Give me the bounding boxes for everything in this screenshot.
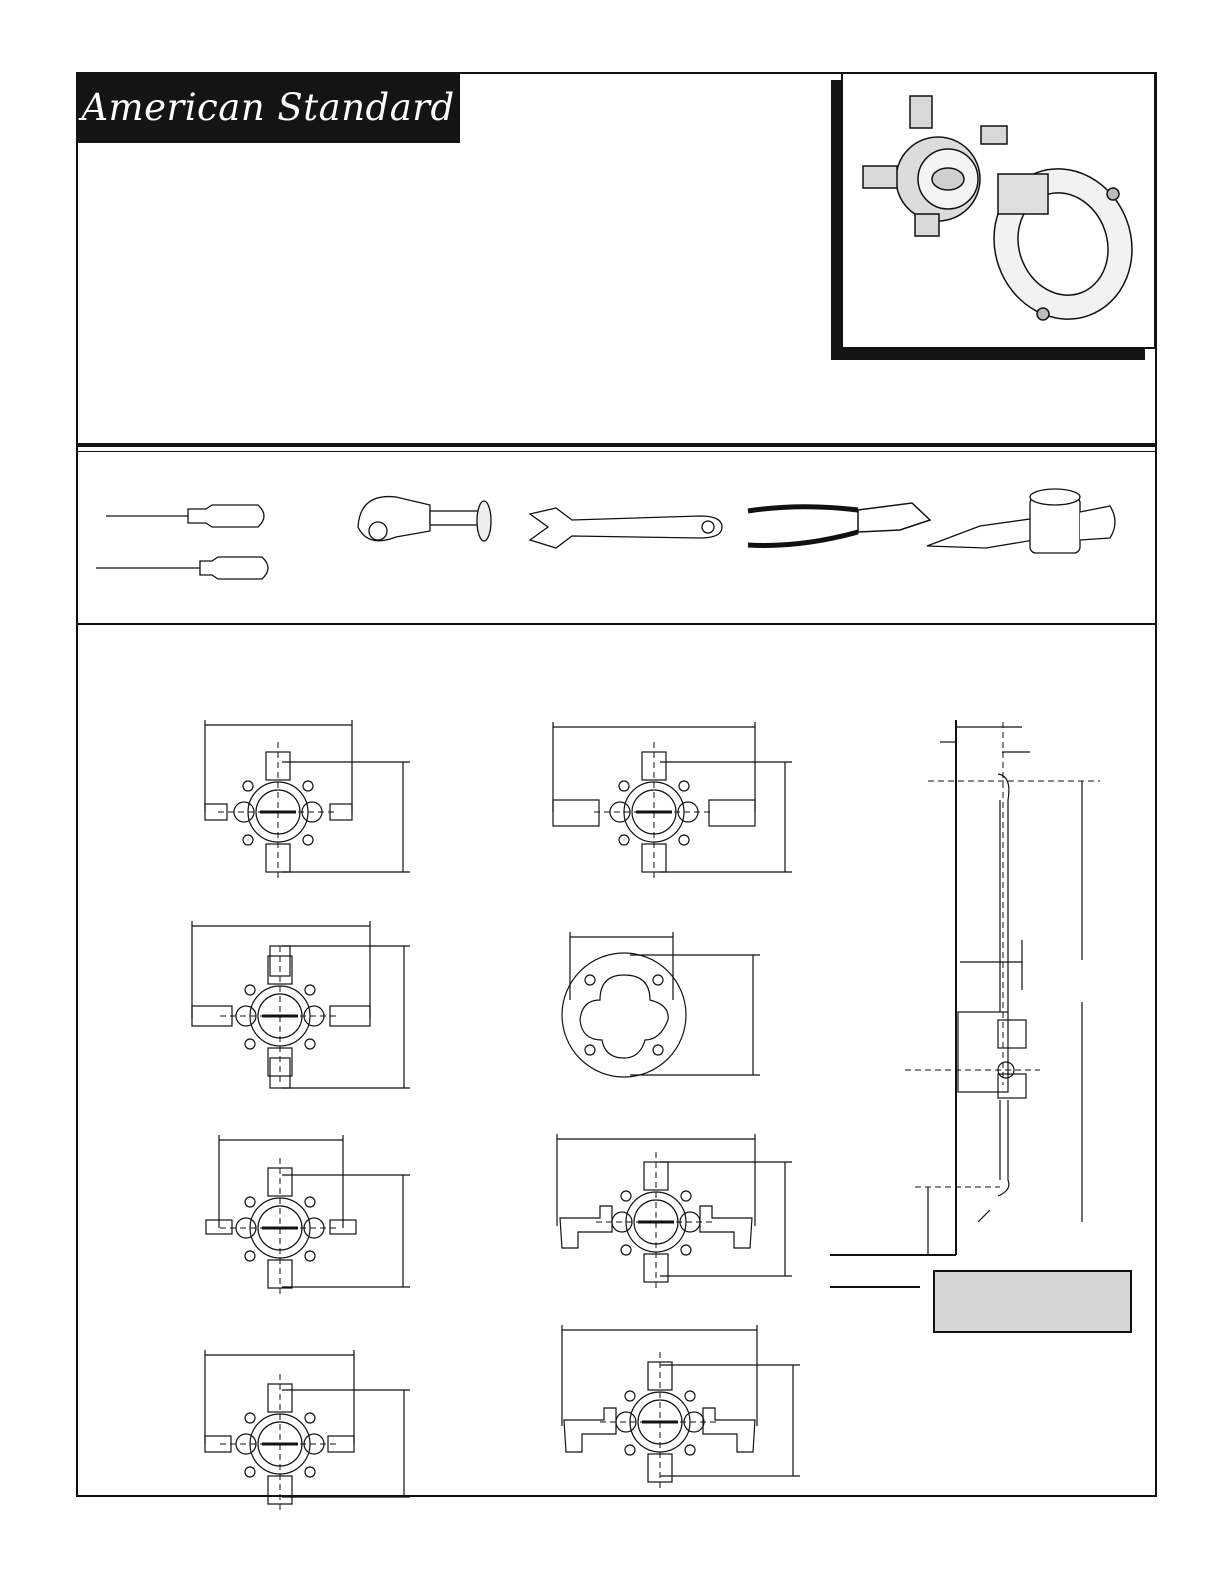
diagram-valve-3 <box>192 921 410 1088</box>
diagram-valve-1 <box>205 720 410 882</box>
diagram-valve-6 <box>557 1134 792 1292</box>
brand-logo-wordmark: American Standard <box>81 86 455 129</box>
diagram-valve-8 <box>562 1325 800 1492</box>
diagram-valve-2 <box>553 722 792 882</box>
note-leader-line <box>830 1286 920 1288</box>
diagram-side-elevation <box>830 720 1100 1255</box>
note-box <box>933 1270 1132 1333</box>
diagram-valve-7 <box>205 1350 410 1514</box>
diagram-mounting-plate <box>562 932 760 1077</box>
diagram-valve-5 <box>206 1135 410 1298</box>
